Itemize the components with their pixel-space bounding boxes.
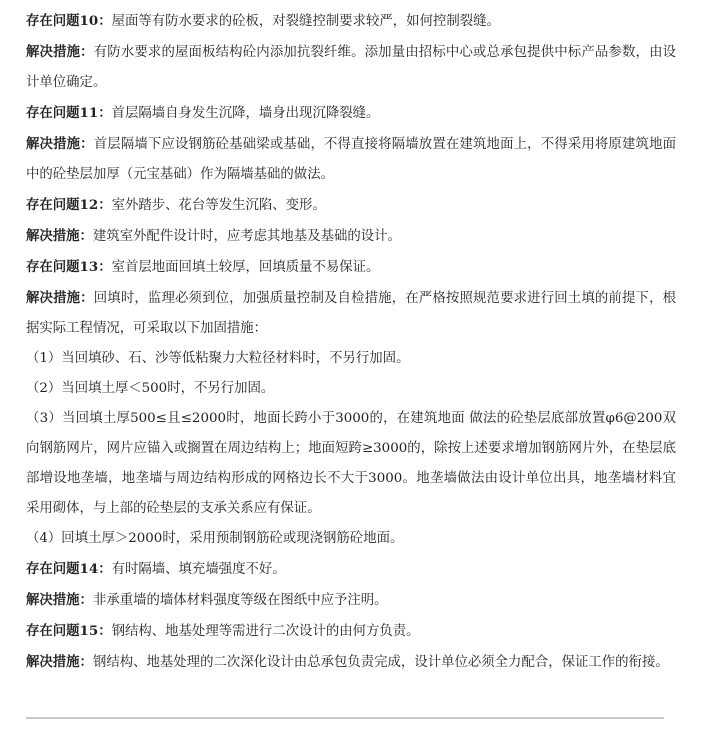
issue-text: 屋面等有防水要求的砼板，对裂缝控制要求较严，如何控制裂缝。 xyxy=(111,14,500,29)
paragraph-solution-13 xyxy=(26,283,676,344)
solution-text: 回填时，监理必须到位，加强质量控制及自检措施，在严格按照规范要求进行回土填的前提下，根据实际工程情况，可采取以下加固措施： xyxy=(26,291,677,336)
paragraph-solution-11 xyxy=(26,129,676,190)
solution-text: 非承重墙的墙体材料强度等级在图纸中应予注明。 xyxy=(92,593,388,608)
list-item-text: （3）当回填土厚500≤且≤2000时，地面长跨小于3000的，在建筑地面 做法的砼垫层底部放置φ6@200双向钢筋网片，网片应锚入或搁置在周边结构上；地面短跨≥3000的，除按上述要求增加钢筋网片外，在垫层底部增设地垄墙，地垄墙与周边结构形成的网格边长不大于3000。地垄墙做法由设计单位出具，地垄墙材料宜采用砌体，与上部的砼垫层的支承关系应有保证。 xyxy=(26,411,676,516)
issue-label: 存在问题10： xyxy=(26,13,112,29)
paragraph-issue-10 xyxy=(26,6,676,37)
list-item-text: （4）回填土厚＞2000时，采用预制钢筋砼或现浇钢筋砼地面。 xyxy=(26,531,404,546)
solution-label: 解决措施： xyxy=(26,592,93,608)
issue-text: 首层隔墙自身发生沉降，墙身出现沉降裂缝。 xyxy=(111,106,380,121)
solution-label: 解决措施： xyxy=(26,290,94,306)
divider xyxy=(26,717,664,719)
solution-label: 解决措施： xyxy=(26,228,93,244)
issue-text: 有时隔墙、填充墙强度不好。 xyxy=(111,562,286,577)
paragraph-issue-14 xyxy=(26,554,676,585)
paragraph-issue-13 xyxy=(26,252,676,283)
solution-text: 钢结构、地基处理的二次深化设计由总承包负责完成，设计单位必须全力配合，保证工作的衔接。 xyxy=(92,655,669,670)
solution-label: 解决措施： xyxy=(26,136,94,152)
article-body xyxy=(26,6,676,678)
list-item-4 xyxy=(26,524,676,554)
solution-text: 建筑室外配件设计时，应考虑其地基及基础的设计。 xyxy=(92,229,401,244)
solution-label: 解决措施： xyxy=(26,44,94,60)
solution-text: 首层隔墙下应设钢筋砼基础梁或基础，不得直接将隔墙放置在建筑地面上，不得采用将原建筑地面中的砼垫层加厚（元宝基础）作为隔墙基础的做法。 xyxy=(26,137,677,182)
paragraph-solution-15 xyxy=(26,647,676,678)
issue-text: 室首层地面回填土较厚，回填质量不易保证。 xyxy=(111,260,380,275)
list-item-2 xyxy=(26,374,676,404)
issue-label: 存在问题11： xyxy=(26,105,112,121)
issue-label: 存在问题12： xyxy=(26,197,112,213)
list-item-3 xyxy=(26,404,676,524)
list-item-1 xyxy=(26,344,676,374)
issue-label: 存在问题14： xyxy=(26,561,112,577)
list-item-text: （2）当回填土厚＜500时，不另行加固。 xyxy=(26,381,275,396)
paragraph-issue-12 xyxy=(26,190,676,221)
paragraph-solution-14 xyxy=(26,585,676,616)
issue-label: 存在问题15： xyxy=(26,623,112,639)
issue-text: 室外踏步、花台等发生沉陷、变形。 xyxy=(111,198,326,213)
solution-text: 有防水要求的屋面板结构砼内添加抗裂纤维。添加量由招标中心或总承包提供中标产品参数，由设计单位确定。 xyxy=(26,45,677,90)
paragraph-issue-11 xyxy=(26,98,676,129)
paragraph-issue-15 xyxy=(26,616,676,647)
list-item-text: （1）当回填砂、石、沙等低粘聚力大粒径材料时，不另行加固。 xyxy=(26,351,410,366)
issue-label: 存在问题13： xyxy=(26,259,112,275)
paragraph-solution-12 xyxy=(26,221,676,252)
solution-label: 解决措施： xyxy=(26,654,93,670)
issue-text: 钢结构、地基处理等需进行二次设计的由何方负责。 xyxy=(111,624,420,639)
paragraph-solution-10 xyxy=(26,37,676,98)
